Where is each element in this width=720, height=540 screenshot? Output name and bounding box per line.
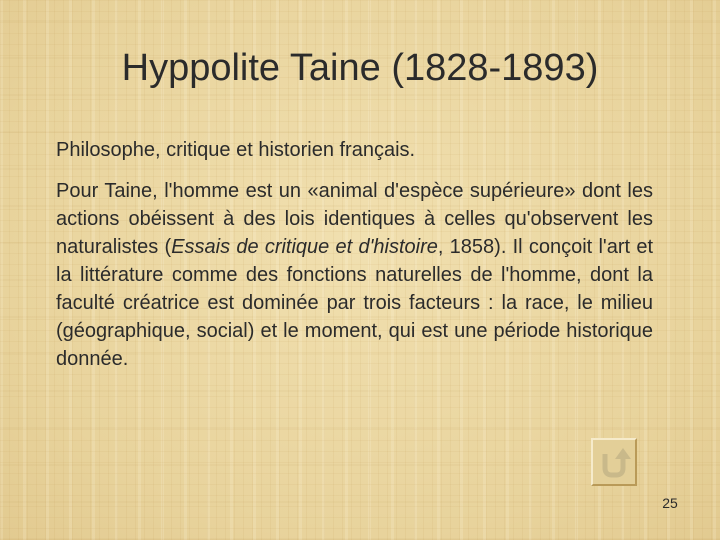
return-button[interactable]: [591, 438, 637, 486]
slide-title: Hyppolite Taine (1828-1893): [121, 47, 599, 89]
return-arrow-icon: [597, 444, 631, 480]
description-paragraph: [56, 177, 653, 373]
intro-paragraph: Philosophe, critique et historien français.: [56, 139, 416, 161]
description-text-part2: , 1858). Il conçoit l'art et la littérature comme des fonctions naturelles de l'homme, dont la faculté créatrice est dominée par trois facteurs : la race, le milieu (géographique, social) et le moment, qui est une période historique donnée.: [56, 236, 653, 370]
book-title: Essais de critique et d'histoire: [171, 236, 438, 258]
page-number: 25: [662, 495, 678, 511]
description-text-part1: Pour Taine, l'homme est un «animal d'espèce supérieure» dont les actions obéissent à des lois identiques à celles qu'observent les naturalistes (: [56, 180, 653, 258]
